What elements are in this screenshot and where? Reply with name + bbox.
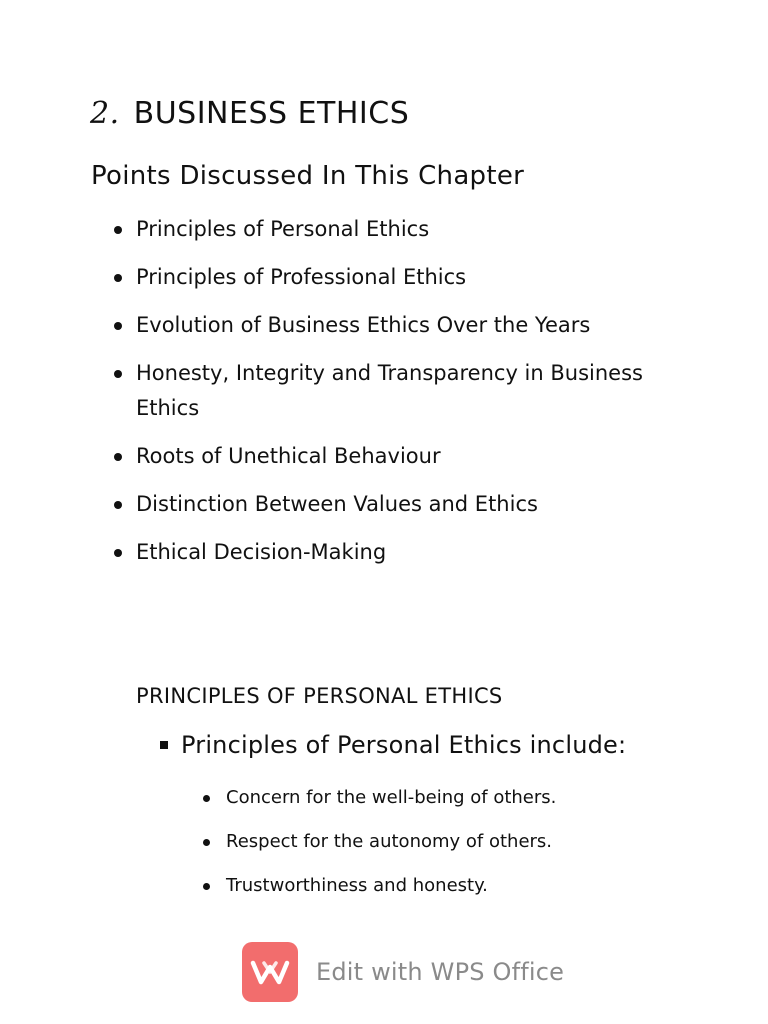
list-item — [200, 827, 556, 857]
edit-with-wps-button[interactable] — [242, 942, 564, 1002]
list-item — [112, 356, 672, 426]
list-item — [112, 439, 672, 474]
bullet-icon — [114, 370, 122, 378]
list-item-text: Respect for the autonomy of others. — [226, 831, 553, 852]
bullet-icon — [114, 501, 122, 509]
chapter-title — [90, 96, 409, 131]
points-heading: Points Discussed In This Chapter — [91, 161, 525, 191]
bullet-icon — [114, 549, 122, 557]
wps-label: Edit with WPS Office — [316, 958, 565, 986]
bullet-icon — [203, 795, 210, 802]
bullet-icon — [114, 453, 122, 461]
list-item-text: Trustworthiness and honesty. — [226, 875, 488, 896]
list-item — [112, 212, 672, 247]
list-item — [112, 487, 672, 522]
list-item-text: Evolution of Business Ethics Over the Years — [136, 313, 591, 337]
bullet-icon — [203, 839, 210, 846]
bullet-icon — [114, 226, 122, 234]
list-item — [112, 260, 672, 295]
list-item-text: Ethical Decision-Making — [136, 540, 387, 564]
wps-logo-icon — [242, 942, 298, 1002]
list-item — [112, 535, 672, 570]
list-item-text: Distinction Between Values and Ethics — [136, 492, 538, 516]
list-item-text: Roots of Unethical Behaviour — [136, 444, 441, 468]
wps-w-icon — [250, 957, 290, 987]
points-list — [112, 212, 672, 583]
list-item-text: Principles of Professional Ethics — [136, 265, 467, 289]
list-item-text: Principles of Personal Ethics — [136, 217, 430, 241]
chapter-number: 2. — [90, 96, 120, 131]
bullet-icon — [114, 322, 122, 330]
list-item-text: Honesty, Integrity and Transparency in Business Ethics — [136, 361, 643, 420]
list-item — [200, 871, 556, 901]
list-item — [112, 308, 672, 343]
sub-list — [200, 783, 556, 915]
list-item-text: Concern for the well-being of others. — [226, 787, 557, 808]
list-item — [200, 783, 556, 813]
chapter-title-text: BUSINESS ETHICS — [133, 96, 410, 131]
section-heading: PRINCIPLES OF PERSONAL ETHICS — [136, 684, 503, 708]
bullet-icon — [203, 883, 210, 890]
sub-heading — [160, 731, 626, 759]
square-bullet-icon — [160, 741, 168, 749]
sub-heading-text: Principles of Personal Ethics include: — [181, 731, 627, 759]
bullet-icon — [114, 274, 122, 282]
